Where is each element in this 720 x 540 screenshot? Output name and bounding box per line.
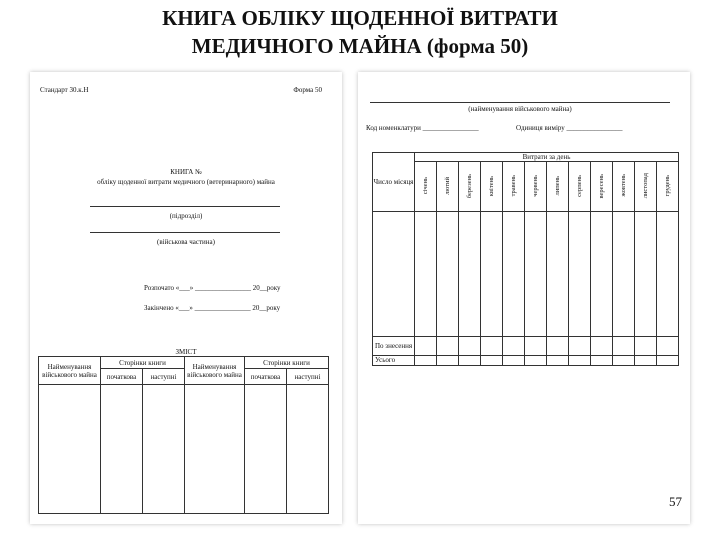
contents-table [38,356,329,514]
spending-cell [459,355,481,365]
spending-cell [437,355,459,365]
carry-label: По знесення [373,336,415,355]
month-header-10 [635,162,657,212]
spending-cell [481,212,503,337]
item-name-label: (найменування військового майна) [468,105,572,113]
month-header-9 [613,162,635,212]
date-header: Число місяця [373,153,415,212]
col-book-pages-2: Сторінки книги [245,357,329,369]
spending-cell [459,212,481,337]
month-label: листопад [641,173,649,199]
unit-measure: Одиниця виміру ________________ [516,124,623,132]
month-label: січень [421,177,429,195]
month-label: березень [465,173,473,198]
spending-cell [459,336,481,355]
subdivision-label: (підрозділ) [169,212,203,220]
spending-cell [415,336,437,355]
month-header-11 [657,162,679,212]
unit-line [90,232,280,233]
spending-table [372,152,679,366]
month-header-8 [591,162,613,212]
spending-cell [569,355,591,365]
spending-cell [635,336,657,355]
spending-cell [547,355,569,365]
spending-cell [525,336,547,355]
spending-cell [613,336,635,355]
spending-cell [415,212,437,337]
month-header-7 [569,162,591,212]
spending-cell [657,212,679,337]
month-header-1 [437,162,459,212]
spending-cell [525,355,547,365]
spending-cell [547,336,569,355]
spending-cell [525,212,547,337]
book-number: КНИГА № [170,168,202,176]
month-header-2 [459,162,481,212]
spending-cell [613,355,635,365]
month-header-0 [415,162,437,212]
spending-cell [591,212,613,337]
spending-header: Витрати за день [415,153,679,162]
spending-cell [569,336,591,355]
col-next-2: наступні [287,369,329,385]
nomenclature-code: Код номенклатури ________________ [366,124,479,132]
col-next: наступні [143,369,185,385]
left-page [30,72,342,524]
standard-label: Стандарт 30.к.Н [40,86,89,94]
month-label: лютий [443,176,451,195]
contents-cell [39,385,101,514]
spending-cell [481,355,503,365]
subdivision-line [90,206,280,207]
form-label: Форма 50 [293,86,322,94]
spending-cell [437,212,459,337]
spending-cell [591,336,613,355]
spending-cell [657,355,679,365]
col-item-name-2: Найменування військового майна [185,357,245,385]
finished-label: Закінчено «___» ________________ 20__року [144,304,281,312]
month-label: вересень [597,173,605,199]
month-label: червень [531,174,539,197]
col-start: початкова [101,369,143,385]
started-label: Розпочато «___» ________________ 20__року [144,284,281,292]
spending-cell [437,336,459,355]
spending-cell [415,355,437,365]
month-label: квітень [487,175,495,196]
contents-cell [185,385,245,514]
title-line-1: КНИГА ОБЛІКУ ЩОДЕННОЇ ВИТРАТИ [162,6,558,30]
item-name-line [370,102,670,103]
slide-title [0,4,720,60]
total-label: Усього [373,355,415,365]
date-column-cell [373,212,415,337]
spending-cell [547,212,569,337]
spending-cell [591,355,613,365]
month-header-4 [503,162,525,212]
month-label: жовтень [619,174,627,198]
col-start-2: початкова [245,369,287,385]
month-label: грудень [663,175,671,197]
spending-cell [635,355,657,365]
book-description: обліку щоденної витрати медичного (ветеринарного) майна [97,178,275,186]
contents-cell [287,385,329,514]
spending-cell [635,212,657,337]
unit-label: (військова частина) [157,238,215,246]
right-page [358,72,690,524]
spending-cell [657,336,679,355]
month-header-6 [547,162,569,212]
month-label: травень [509,175,517,197]
contents-title: ЗМІСТ [175,348,197,356]
page-number: 57 [669,494,682,509]
contents-cell [245,385,287,514]
contents-cell [101,385,143,514]
contents-cell [143,385,185,514]
month-header-3 [481,162,503,212]
spending-cell [569,212,591,337]
title-line-2: МЕДИЧНОГО МАЙНА (форма 50) [191,34,529,58]
month-label: липень [553,176,561,196]
month-label: серпень [575,174,583,197]
col-book-pages: Сторінки книги [101,357,185,369]
spending-cell [503,212,525,337]
spending-cell [613,212,635,337]
month-header-5 [525,162,547,212]
spending-cell [481,336,503,355]
spending-cell [503,336,525,355]
spending-cell [503,355,525,365]
col-item-name: Найменування військового майна [39,357,101,385]
